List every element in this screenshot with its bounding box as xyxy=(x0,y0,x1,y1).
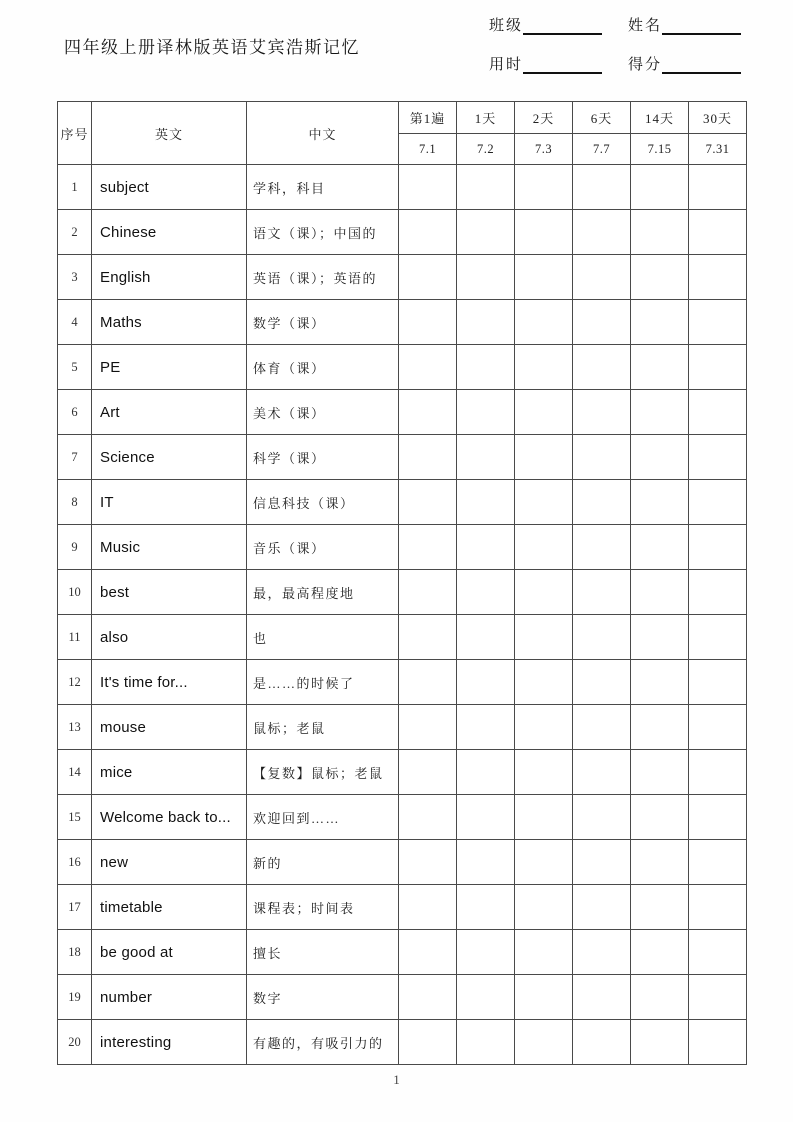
check-cell xyxy=(399,660,457,705)
row-chinese: 是……的时候了 xyxy=(247,660,399,705)
class-label: 班级 xyxy=(489,18,524,34)
check-cell xyxy=(515,255,573,300)
check-cell xyxy=(689,210,747,255)
check-cell xyxy=(457,570,515,615)
row-chinese: 学科，科目 xyxy=(247,165,399,210)
check-cell xyxy=(573,750,631,795)
row-chinese: 也 xyxy=(247,615,399,660)
check-cell xyxy=(399,795,457,840)
check-cell xyxy=(631,885,689,930)
class-blank-line xyxy=(523,12,602,35)
name-blank-line xyxy=(662,12,741,35)
check-cell xyxy=(689,390,747,435)
row-english: subject xyxy=(92,165,247,210)
check-cell xyxy=(573,615,631,660)
check-cell xyxy=(573,840,631,885)
table-row xyxy=(58,1020,747,1065)
check-cell xyxy=(573,255,631,300)
check-cell xyxy=(457,750,515,795)
table-row xyxy=(58,840,747,885)
table-row xyxy=(58,435,747,480)
row-index: 13 xyxy=(58,705,92,750)
row-chinese: 最，最高程度地 xyxy=(247,570,399,615)
table-row xyxy=(58,300,747,345)
row-english: number xyxy=(92,975,247,1020)
check-cell xyxy=(399,975,457,1020)
table-row xyxy=(58,660,747,705)
col-header-index: 序号 xyxy=(58,102,92,165)
row-chinese: 【复数】鼠标；老鼠 xyxy=(247,750,399,795)
check-cell xyxy=(399,210,457,255)
check-cell xyxy=(689,1020,747,1065)
check-cell xyxy=(631,705,689,750)
field-row-time-score xyxy=(489,51,741,74)
row-english: IT xyxy=(92,480,247,525)
check-cell xyxy=(573,210,631,255)
check-cell xyxy=(573,435,631,480)
check-cell xyxy=(689,300,747,345)
check-cell xyxy=(631,750,689,795)
row-chinese: 信息科技（课） xyxy=(247,480,399,525)
check-cell xyxy=(457,345,515,390)
check-cell xyxy=(573,480,631,525)
check-cell xyxy=(515,660,573,705)
row-index: 1 xyxy=(58,165,92,210)
row-chinese: 英语（课）；英语的 xyxy=(247,255,399,300)
row-index: 9 xyxy=(58,525,92,570)
row-chinese: 有趣的，有吸引力的 xyxy=(247,1020,399,1065)
table-row xyxy=(58,795,747,840)
check-cell xyxy=(399,705,457,750)
row-chinese: 体育（课） xyxy=(247,345,399,390)
review-col-date: 7.31 xyxy=(689,134,747,165)
check-cell xyxy=(631,525,689,570)
check-cell xyxy=(631,210,689,255)
review-col-label: 6天 xyxy=(573,102,631,134)
row-chinese: 数学（课） xyxy=(247,300,399,345)
review-col-date: 7.15 xyxy=(631,134,689,165)
table-row xyxy=(58,930,747,975)
row-english: Welcome back to... xyxy=(92,795,247,840)
page-title: 四年级上册译林版英语艾宾浩斯记忆 xyxy=(64,38,360,57)
check-cell xyxy=(631,795,689,840)
row-index: 6 xyxy=(58,390,92,435)
check-cell xyxy=(515,165,573,210)
check-cell xyxy=(515,390,573,435)
table-row xyxy=(58,390,747,435)
row-index: 20 xyxy=(58,1020,92,1065)
check-cell xyxy=(573,300,631,345)
col-header-english: 英文 xyxy=(92,102,247,165)
row-english: mice xyxy=(92,750,247,795)
check-cell xyxy=(631,930,689,975)
row-chinese: 擅长 xyxy=(247,930,399,975)
check-cell xyxy=(457,1020,515,1065)
check-cell xyxy=(631,165,689,210)
check-cell xyxy=(399,840,457,885)
row-index: 3 xyxy=(58,255,92,300)
field-row-class-name xyxy=(489,12,741,35)
col-header-chinese: 中文 xyxy=(247,102,399,165)
check-cell xyxy=(573,705,631,750)
row-english: Science xyxy=(92,435,247,480)
table-row xyxy=(58,525,747,570)
check-cell xyxy=(689,165,747,210)
check-cell xyxy=(573,345,631,390)
time-blank-line xyxy=(523,51,602,74)
check-cell xyxy=(399,1020,457,1065)
check-cell xyxy=(689,885,747,930)
check-cell xyxy=(457,165,515,210)
check-cell xyxy=(515,525,573,570)
check-cell xyxy=(573,975,631,1020)
check-cell xyxy=(631,345,689,390)
check-cell xyxy=(399,570,457,615)
review-col-label: 2天 xyxy=(515,102,573,134)
vocab-table xyxy=(57,101,747,1065)
check-cell xyxy=(399,390,457,435)
table-row xyxy=(58,615,747,660)
row-index: 12 xyxy=(58,660,92,705)
row-chinese: 科学（课） xyxy=(247,435,399,480)
check-cell xyxy=(689,570,747,615)
table-row xyxy=(58,750,747,795)
check-cell xyxy=(457,885,515,930)
row-chinese: 新的 xyxy=(247,840,399,885)
check-cell xyxy=(689,255,747,300)
row-english: Chinese xyxy=(92,210,247,255)
table-row xyxy=(58,165,747,210)
check-cell xyxy=(573,165,631,210)
check-cell xyxy=(399,750,457,795)
check-cell xyxy=(515,1020,573,1065)
check-cell xyxy=(399,525,457,570)
row-chinese: 数字 xyxy=(247,975,399,1020)
row-english: English xyxy=(92,255,247,300)
review-col-date: 7.1 xyxy=(399,134,457,165)
table-header-row xyxy=(58,102,747,134)
table-row xyxy=(58,480,747,525)
row-index: 15 xyxy=(58,795,92,840)
row-index: 10 xyxy=(58,570,92,615)
check-cell xyxy=(515,480,573,525)
check-cell xyxy=(689,480,747,525)
row-english: be good at xyxy=(92,930,247,975)
check-cell xyxy=(515,795,573,840)
check-cell xyxy=(689,705,747,750)
time-label: 用时 xyxy=(489,57,524,73)
check-cell xyxy=(689,660,747,705)
check-cell xyxy=(631,615,689,660)
row-index: 19 xyxy=(58,975,92,1020)
check-cell xyxy=(689,345,747,390)
check-cell xyxy=(515,300,573,345)
name-label: 姓名 xyxy=(628,18,663,34)
check-cell xyxy=(631,435,689,480)
check-cell xyxy=(457,705,515,750)
row-english: new xyxy=(92,840,247,885)
check-cell xyxy=(457,840,515,885)
row-english: also xyxy=(92,615,247,660)
score-label: 得分 xyxy=(628,57,663,73)
check-cell xyxy=(399,930,457,975)
review-col-label: 30天 xyxy=(689,102,747,134)
check-cell xyxy=(631,390,689,435)
score-blank-line xyxy=(662,51,741,74)
table-row xyxy=(58,570,747,615)
row-english: It's time for... xyxy=(92,660,247,705)
row-index: 4 xyxy=(58,300,92,345)
check-cell xyxy=(515,705,573,750)
check-cell xyxy=(573,795,631,840)
check-cell xyxy=(457,480,515,525)
table-row xyxy=(58,705,747,750)
check-cell xyxy=(631,570,689,615)
check-cell xyxy=(457,390,515,435)
check-cell xyxy=(631,300,689,345)
check-cell xyxy=(631,975,689,1020)
row-english: timetable xyxy=(92,885,247,930)
check-cell xyxy=(573,930,631,975)
check-cell xyxy=(689,795,747,840)
table-row xyxy=(58,210,747,255)
check-cell xyxy=(457,795,515,840)
check-cell xyxy=(399,345,457,390)
check-cell xyxy=(399,255,457,300)
row-english: interesting xyxy=(92,1020,247,1065)
row-english: Maths xyxy=(92,300,247,345)
check-cell xyxy=(689,930,747,975)
review-col-label: 第1遍 xyxy=(399,102,457,134)
check-cell xyxy=(457,615,515,660)
row-index: 16 xyxy=(58,840,92,885)
check-cell xyxy=(689,525,747,570)
row-english: PE xyxy=(92,345,247,390)
check-cell xyxy=(515,570,573,615)
check-cell xyxy=(399,165,457,210)
check-cell xyxy=(515,615,573,660)
row-index: 11 xyxy=(58,615,92,660)
check-cell xyxy=(399,300,457,345)
review-col-date: 7.2 xyxy=(457,134,515,165)
check-cell xyxy=(515,840,573,885)
row-index: 18 xyxy=(58,930,92,975)
row-chinese: 语文（课）；中国的 xyxy=(247,210,399,255)
row-index: 14 xyxy=(58,750,92,795)
student-info-fields xyxy=(489,12,741,90)
check-cell xyxy=(457,525,515,570)
check-cell xyxy=(631,255,689,300)
check-cell xyxy=(515,975,573,1020)
page-number: 1 xyxy=(393,1072,400,1087)
row-index: 7 xyxy=(58,435,92,480)
check-cell xyxy=(515,435,573,480)
check-cell xyxy=(689,840,747,885)
check-cell xyxy=(689,750,747,795)
check-cell xyxy=(573,660,631,705)
check-cell xyxy=(399,885,457,930)
row-index: 5 xyxy=(58,345,92,390)
check-cell xyxy=(573,525,631,570)
row-index: 2 xyxy=(58,210,92,255)
check-cell xyxy=(573,885,631,930)
check-cell xyxy=(515,210,573,255)
row-english: Art xyxy=(92,390,247,435)
row-chinese: 音乐（课） xyxy=(247,525,399,570)
row-english: Music xyxy=(92,525,247,570)
check-cell xyxy=(399,435,457,480)
table-row xyxy=(58,255,747,300)
check-cell xyxy=(631,660,689,705)
check-cell xyxy=(457,255,515,300)
check-cell xyxy=(689,615,747,660)
row-index: 8 xyxy=(58,480,92,525)
review-col-label: 1天 xyxy=(457,102,515,134)
row-chinese: 美术（课） xyxy=(247,390,399,435)
check-cell xyxy=(631,480,689,525)
row-chinese: 课程表；时间表 xyxy=(247,885,399,930)
review-col-date: 7.3 xyxy=(515,134,573,165)
check-cell xyxy=(457,975,515,1020)
table-row xyxy=(58,345,747,390)
check-cell xyxy=(457,930,515,975)
review-col-label: 14天 xyxy=(631,102,689,134)
table-row xyxy=(58,885,747,930)
check-cell xyxy=(631,1020,689,1065)
check-cell xyxy=(515,885,573,930)
table-row xyxy=(58,975,747,1020)
check-cell xyxy=(399,480,457,525)
check-cell xyxy=(515,750,573,795)
check-cell xyxy=(631,840,689,885)
check-cell xyxy=(689,435,747,480)
row-chinese: 欢迎回到…… xyxy=(247,795,399,840)
check-cell xyxy=(457,300,515,345)
check-cell xyxy=(399,615,457,660)
check-cell xyxy=(457,660,515,705)
check-cell xyxy=(515,345,573,390)
check-cell xyxy=(573,570,631,615)
check-cell xyxy=(689,975,747,1020)
check-cell xyxy=(515,930,573,975)
row-english: mouse xyxy=(92,705,247,750)
row-english: best xyxy=(92,570,247,615)
check-cell xyxy=(457,435,515,480)
row-index: 17 xyxy=(58,885,92,930)
check-cell xyxy=(457,210,515,255)
check-cell xyxy=(573,390,631,435)
review-col-date: 7.7 xyxy=(573,134,631,165)
check-cell xyxy=(573,1020,631,1065)
row-chinese: 鼠标；老鼠 xyxy=(247,705,399,750)
